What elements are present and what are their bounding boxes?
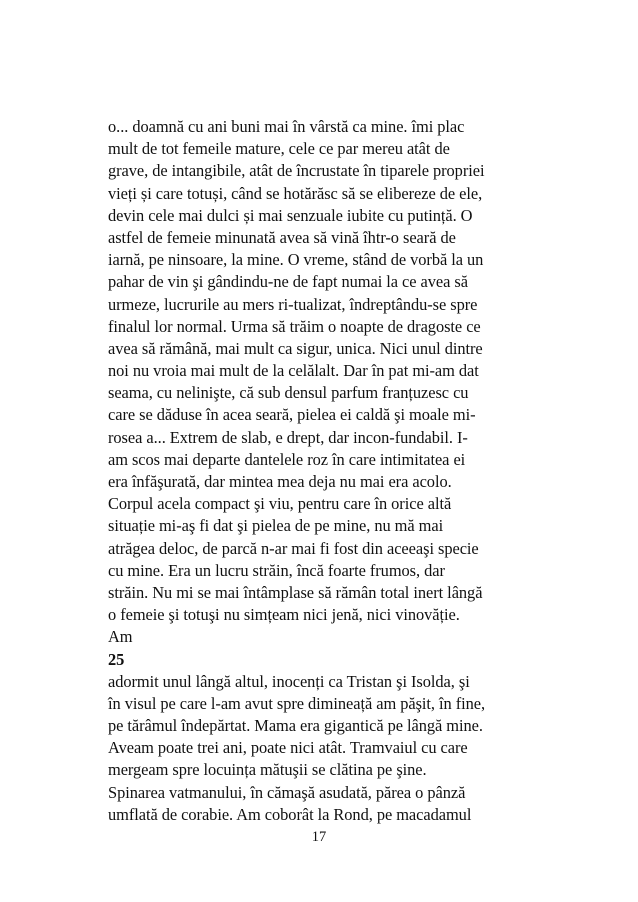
text-line: care se dăduse în acea seară, pielea ei caldă şi moale mi-: [108, 405, 476, 425]
text-line: urmeze, lucrurile au mers ri-tualizat, îndreptându-se spre: [108, 294, 478, 314]
text-line: Aveam poate trei ani, poate nici atât. Tramvaiul cu care: [108, 738, 468, 758]
text-line: noi nu vroia mai mult de la celălalt. Dar în pat mi-am dat: [108, 361, 479, 381]
text-line: grave, de intangibile, atât de încrustate în tiparele propriei: [108, 161, 485, 181]
text-line: iarnă, pe ninsoare, la mine. O vreme, stând de vorbă la un: [108, 250, 484, 270]
text-line: situație mi-aş fi dat şi pielea de pe mine, nu mă mai: [108, 516, 444, 536]
text-line: mergeam spre locuința mătuşii se clătina pe şine.: [108, 760, 427, 780]
text-line: Spinarea vatmanului, în cămaşă asudată, părea o pânză: [108, 782, 466, 802]
text-line: am scos mai departe dantelele roz în care intimitatea ei: [108, 449, 466, 469]
text-line: pahar de vin şi gândindu-ne de fapt numai la ce avea să: [108, 272, 468, 292]
text-line: finalul lor normal. Urma să trăim o noapte de dragoste ce: [108, 316, 481, 336]
text-line: devin cele mai dulci și mai senzuale iubite cu putință. O: [108, 205, 473, 225]
text-line: seama, cu nelinişte, că sub densul parfum franțuzesc cu: [108, 383, 469, 403]
text-line: pe tărâmul îndepărtat. Mama era gigantică pe lângă mine.: [108, 716, 483, 736]
text-line: străin. Nu mi se mai întâmplase să rămân total inert lângă: [108, 582, 483, 602]
text-line: o... doamnă cu ani buni mai în vârstă ca mine. îmi plac: [108, 117, 465, 136]
body-text: [108, 116, 548, 826]
text-line: atrăgea deloc, de parcă n-ar mai fi fost din aceeaşi specie: [108, 538, 479, 558]
page-number: 17: [311, 829, 327, 845]
text-line: Am: [108, 627, 133, 647]
text-line: astfel de femeie minunată avea să vină îhtr-o seară de: [108, 227, 456, 247]
inline-page-marker: 25: [108, 649, 125, 669]
text-line: cu mine. Era un lucru străin, încă foarte frumos, dar: [108, 560, 445, 580]
text-line: în visul pe care l-am avut spre dimineață am păşit, în fine,: [108, 693, 486, 713]
text-line: vieți și care totuși, când se hotărăsc să se elibereze de ele,: [108, 183, 483, 203]
text-line: Corpul acela compact şi viu, pentru care în orice altă: [108, 494, 452, 514]
text-line: adormit unul lângă altul, inocenți ca Tristan şi Isolda, şi: [108, 671, 470, 691]
text-line: rosea a... Extrem de slab, e drept, dar incon-fundabil. I-: [108, 427, 468, 447]
text-line: era înfăşurată, dar mintea mea deja nu mai era acolo.: [108, 472, 452, 491]
text-line: umflată de corabie. Am coborât la Rond, pe macadamul: [108, 804, 472, 824]
text-line: o femeie şi totuşi nu simțeam nici jenă, nici vinovăție.: [108, 605, 460, 625]
text-line: mult de tot femeile mature, cele ce par mereu atât de: [108, 139, 450, 159]
text-line: avea să rămână, mai mult ca sigur, unica. Nici unul dintre: [108, 338, 483, 358]
